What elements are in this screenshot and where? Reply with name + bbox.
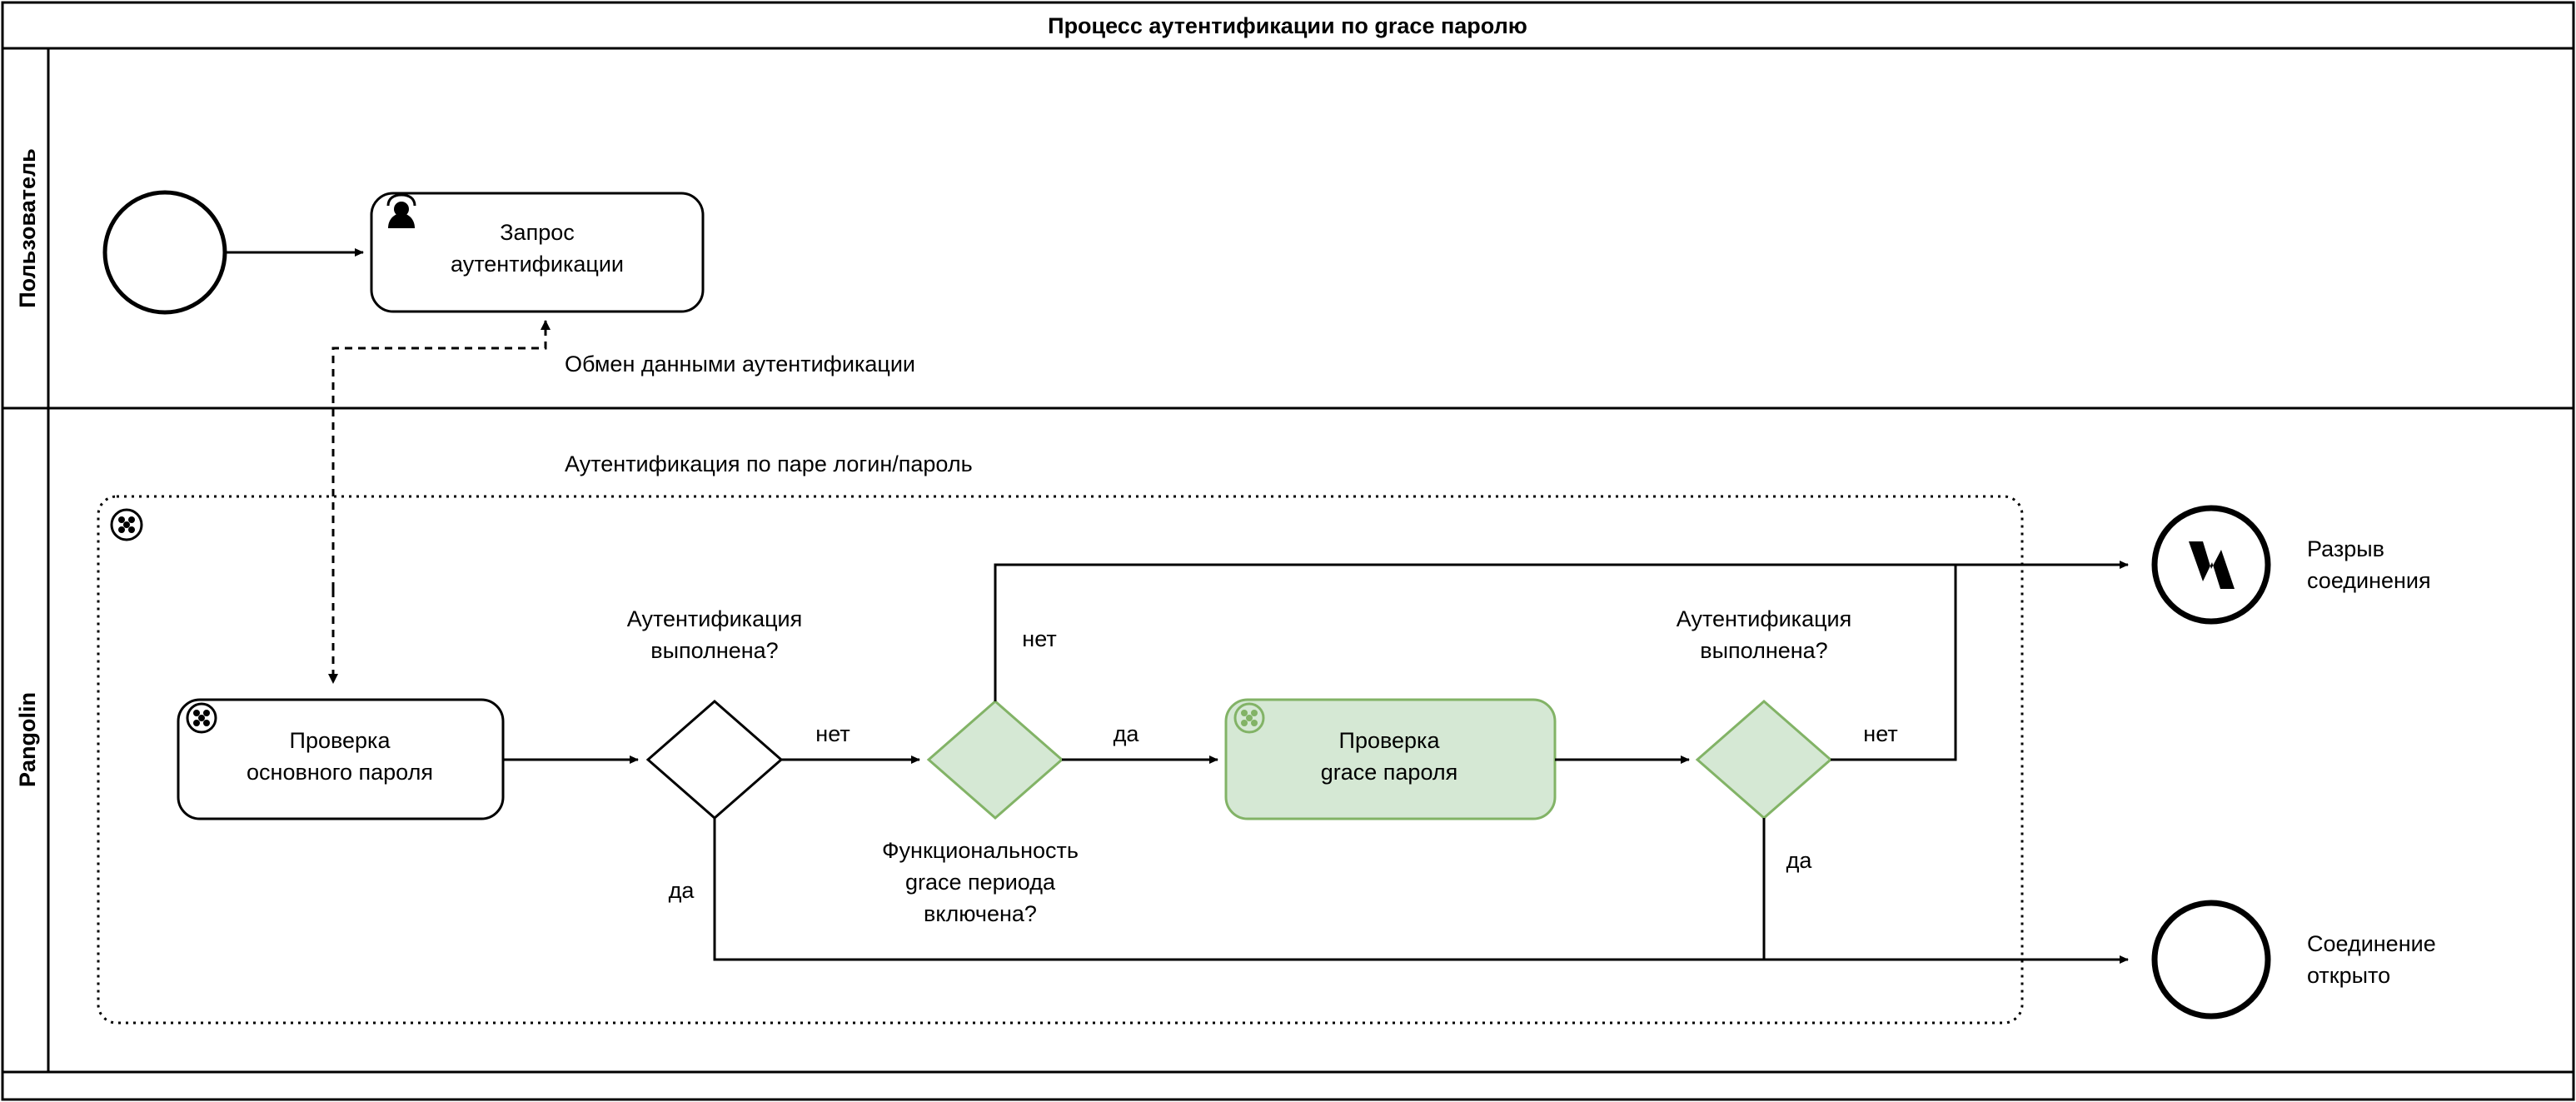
gw2-label-1: Функциональность [882,838,1079,863]
task-auth-request[interactable] [371,193,703,312]
edge-label-yes-3: да [1786,848,1812,873]
edge-label-no-1: нет [815,721,850,746]
diagram-title: Процесс аутентификации по grace паролю [1048,13,1527,38]
task-check-main-label-1: Проверка [289,728,391,753]
task-auth-request-label-1: Запрос [500,220,575,245]
end-event-disconnect[interactable] [2155,508,2268,621]
end-disconnect-label-1: Разрыв [2307,536,2384,561]
gw2-label-3: включена? [924,901,1037,926]
gw1-label-1: Аутентификация [626,606,803,631]
task-auth-request-label-2: аутентификации [451,252,624,277]
edge-label-no-2: нет [1022,626,1057,651]
task-grace-label-1: Проверка [1338,728,1440,753]
task-check-grace-password[interactable] [1226,700,1555,819]
gw3-label-1: Аутентификация [1676,606,1852,631]
task-check-main-label-2: основного пароля [247,760,433,785]
edge-label-no-3: нет [1863,721,1898,746]
lane-label-pangolin: Pangolin [15,692,40,787]
edge-label-login-password: Аутентификация по паре логин/пароль [565,451,973,476]
edge-label-yes-2: да [1113,721,1139,746]
end-connected-label-2: открыто [2307,963,2391,988]
end-connected-label-1: Соединение [2307,931,2436,956]
lane-label-user: Пользователь [15,148,40,308]
edge-label-auth-data-exchange: Обмен данными аутентификации [565,352,916,376]
end-event-connected[interactable] [2155,903,2268,1016]
end-disconnect-label-2: соединения [2307,568,2431,593]
gw2-label-2: grace периода [905,870,1055,895]
start-event[interactable] [105,192,225,312]
edge-label-yes-1: да [668,878,695,903]
task-grace-label-2: grace пароля [1320,760,1458,785]
gw1-label-2: выполнена? [650,638,779,663]
task-check-main-password[interactable] [178,700,503,819]
gw3-label-2: выполнена? [1700,638,1828,663]
